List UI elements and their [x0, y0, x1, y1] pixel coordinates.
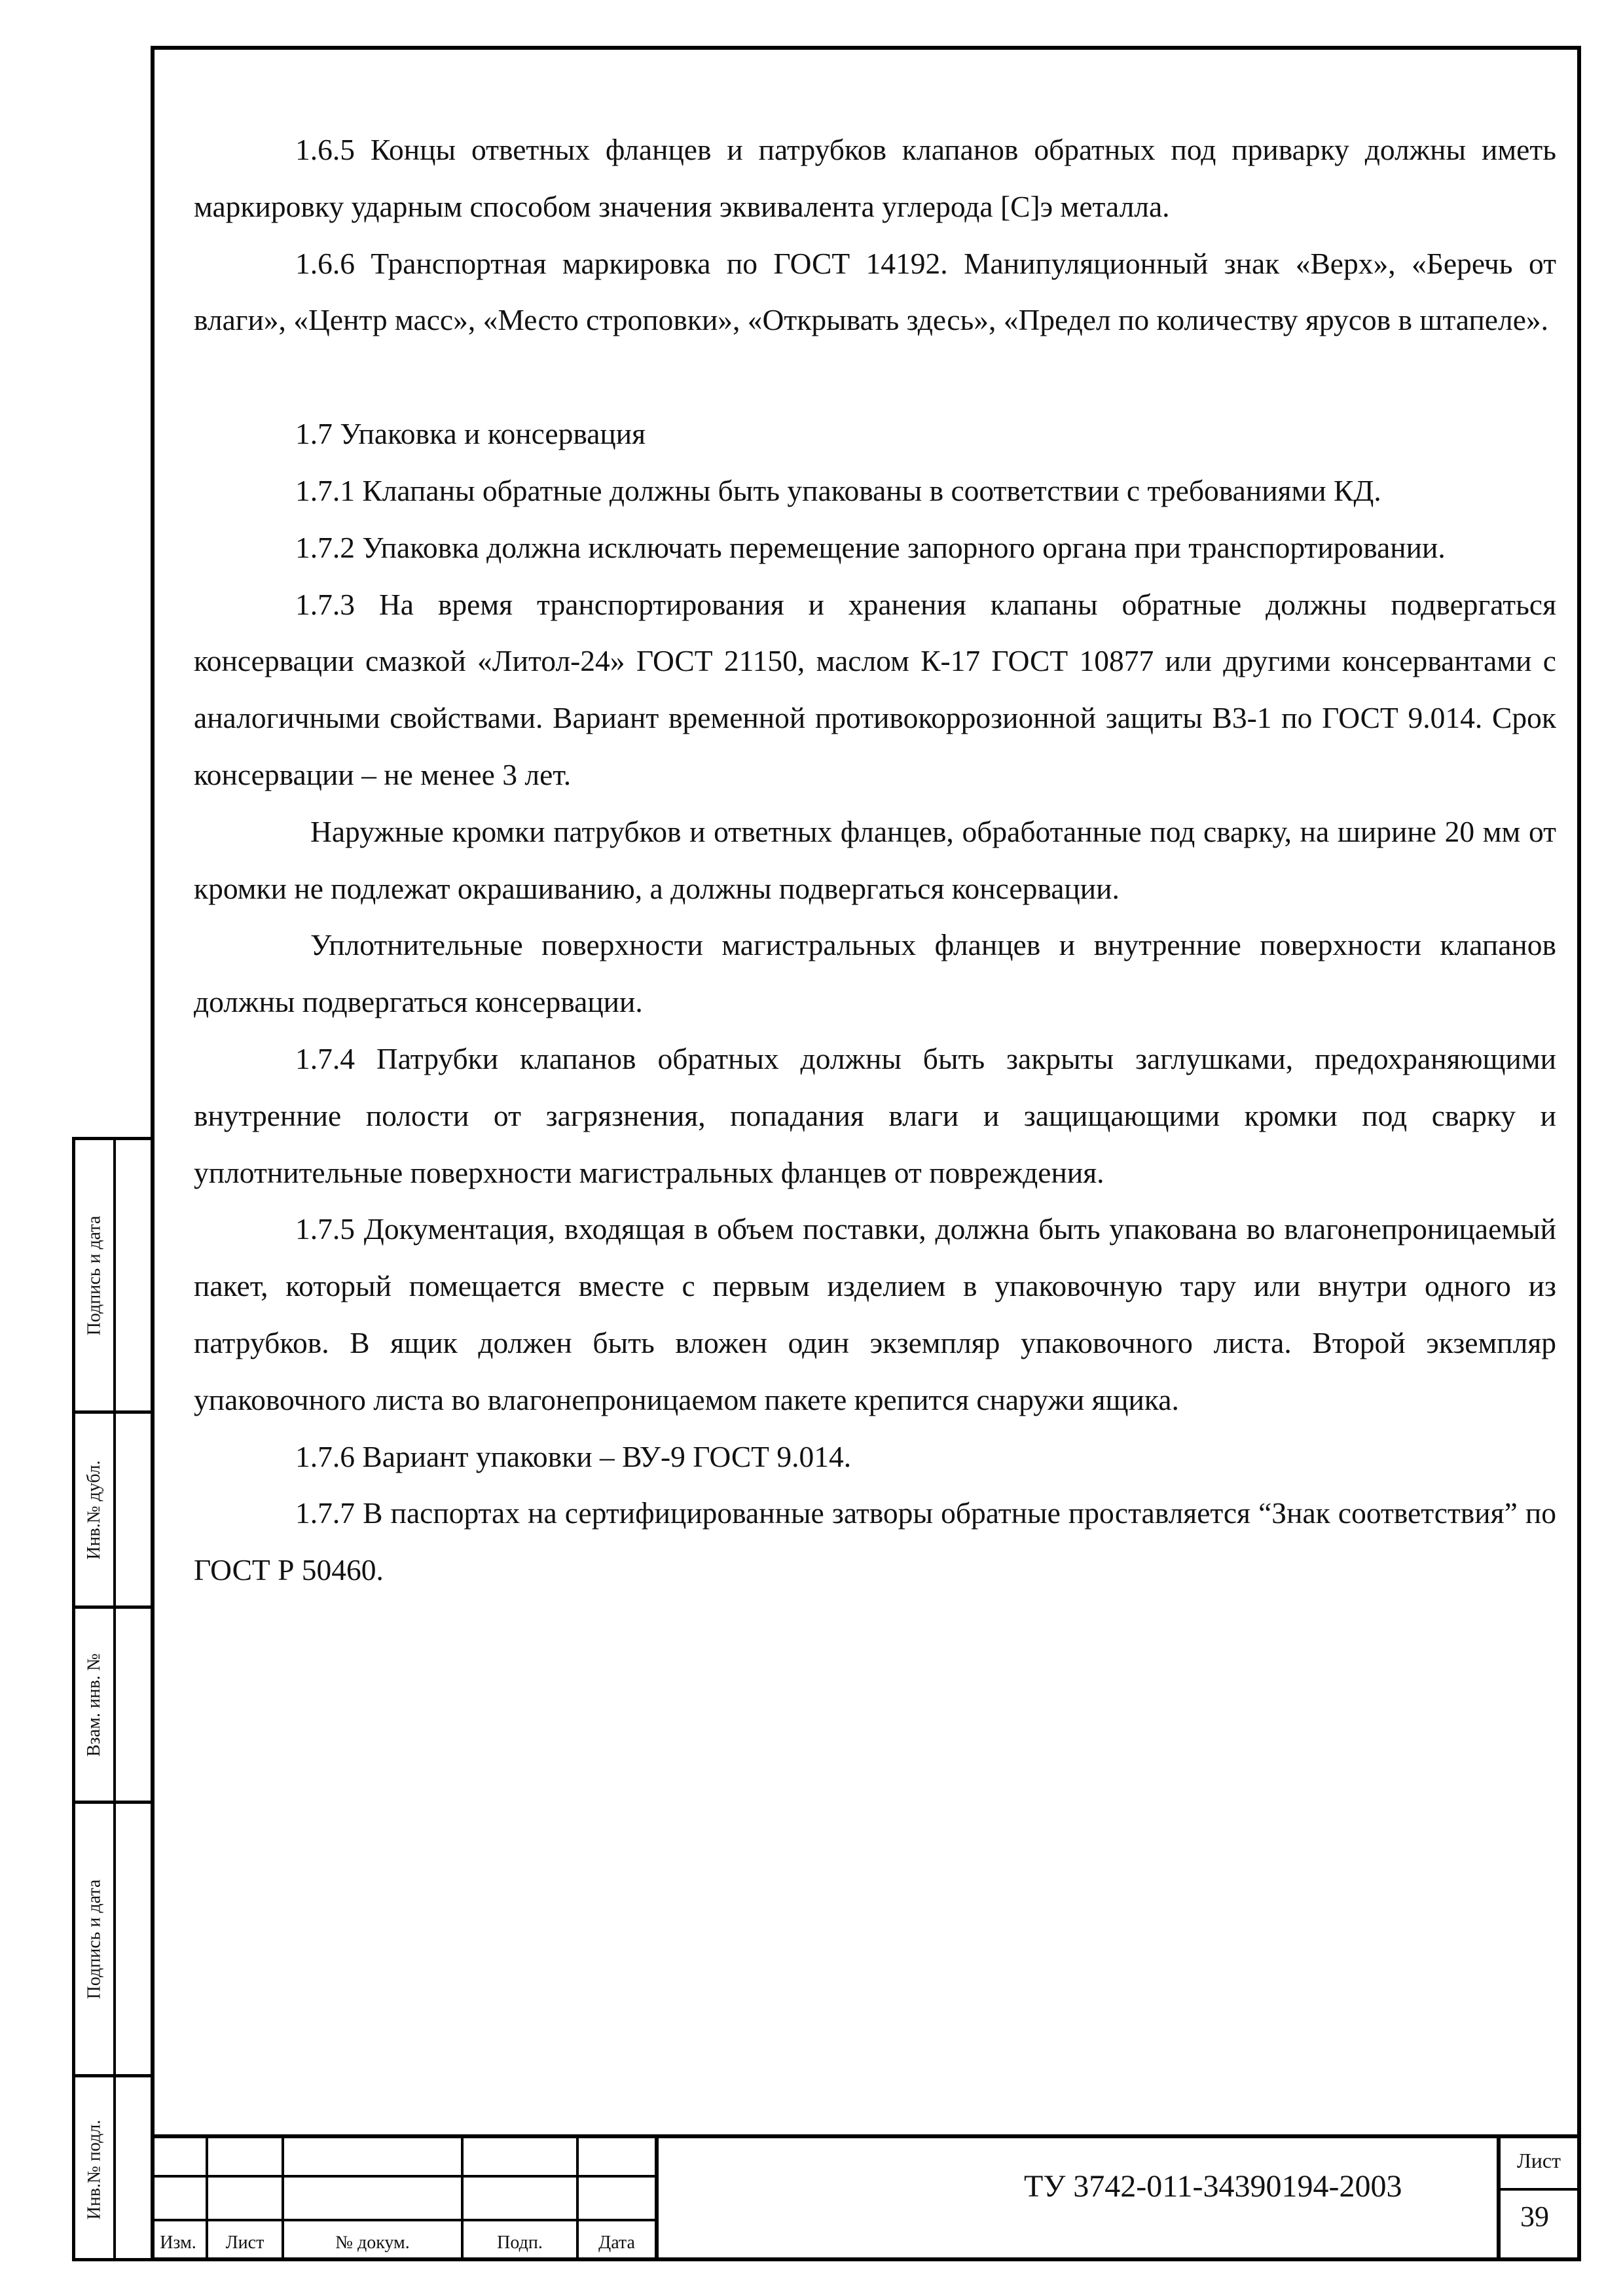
column-signature: Подп. [497, 2233, 543, 2253]
paragraph-1-7-4: 1.7.4 Патрубки клапанов обратных должны быть закрыты заглушками, предохраняющими внутренние полости от загрязнения, попадания влаги и защищающими кромки под сварку и уплотнительные поверхности магистральных фланцев от повреждения. [194, 1041, 1556, 1189]
sheet-number: 39 [1520, 2200, 1549, 2233]
side-label-duplicate-inv: Инв.№ дубл. [84, 1460, 105, 1560]
paragraph-edges-preservation: Наружные кромки патрубков и ответных фланцев, обработанные под сварку, на ширине 20 мм от кромки не подлежат окрашиванию, а должны подвергаться консервации. [194, 814, 1556, 905]
paragraph-1-7-1: 1.7.1 Клапаны обратные должны быть упакованы в соответствии с требованиями КД. [295, 473, 1381, 507]
side-label-replacement-inv: Взам. инв. № [84, 1653, 105, 1757]
paragraph-1-6-5: 1.6.5 Концы ответных фланцев и патрубков клапанов обратных под приварку должны иметь маркировку ударным способом значения эквивалента углерода [C]э металла. [194, 133, 1556, 223]
side-cell-signature-bottom [75, 1801, 155, 2074]
column-date: Дата [598, 2233, 635, 2253]
side-cell-original [75, 2074, 155, 2261]
title-block [151, 2134, 1581, 2261]
paragraph-1-7-6: 1.7.6 Вариант упаковки – ВУ-9 ГОСТ 9.014. [295, 1439, 852, 1473]
section-heading-1-7: 1.7 Упаковка и консервация [295, 417, 646, 451]
document-body [194, 122, 1556, 1599]
paragraph-1-7-2: 1.7.2 Упаковка должна исключать перемещение запорного органа при транспортировании. [295, 530, 1446, 564]
paragraph-1-7-3: 1.7.3 На время транспортирования и хранения клапаны обратные должны подвергаться консервации смазкой «Литол-24» ГОСТ 21150, маслом К-17 ГОСТ 10877 или другими консервантами с аналогичными свойствами. Вариант временной противокоррозионной защиты В3-1 по ГОСТ 9.014. Срок консервации – не менее 3 лет. [194, 587, 1556, 791]
side-label-signature-date-top: Подпись и дата [84, 1215, 105, 1335]
paragraph-1-6-6: 1.6.6 Транспортная маркировка по ГОСТ 14192. Манипуляционный знак «Верх», «Беречь от влаги», «Центр масс», «Место строповки», «Открывать здесь», «Предел по количеству ярусов в штапеле». [194, 246, 1556, 337]
column-document-number: № докум. [335, 2233, 410, 2253]
section-gap [194, 349, 1556, 406]
side-label-signature-date-bottom: Подпись и дата [84, 1879, 105, 1999]
side-label-original-inv: Инв.№ подл. [84, 2119, 105, 2219]
paragraph-sealing-surfaces: Уплотнительные поверхности магистральных фланцев и внутренние поверхности клапанов должны подвергаться консервации. [194, 928, 1556, 1019]
paragraph-1-7-5: 1.7.5 Документация, входящая в объем поставки, должна быть упакована во влагонепроницаемый пакет, который помещается вместе с первым изделием в упаковочную тару или внутри одного из патрубков. В ящик должен быть вложен один экземпляр упаковочного листа. Второй экземпляр упаковочного листа во влагонепроницаемом пакете крепится снаружи ящика. [194, 1212, 1556, 1416]
column-change: Изм. [160, 2233, 196, 2253]
side-cell-signature-top [75, 1137, 155, 1410]
paragraph-1-7-7: 1.7.7 В паспортах на сертифицированные затворы обратные проставляется “Знак соответствия” по ГОСТ Р 50460. [194, 1496, 1556, 1587]
side-cell-duplicate [75, 1410, 155, 1605]
sheet-label: Лист [1517, 2149, 1561, 2172]
document-code: ТУ 3742-011-34390194-2003 [1024, 2169, 1402, 2204]
side-stamp [72, 1137, 155, 2261]
column-sheet: Лист [225, 2233, 264, 2253]
side-cell-replacement [75, 1605, 155, 1801]
